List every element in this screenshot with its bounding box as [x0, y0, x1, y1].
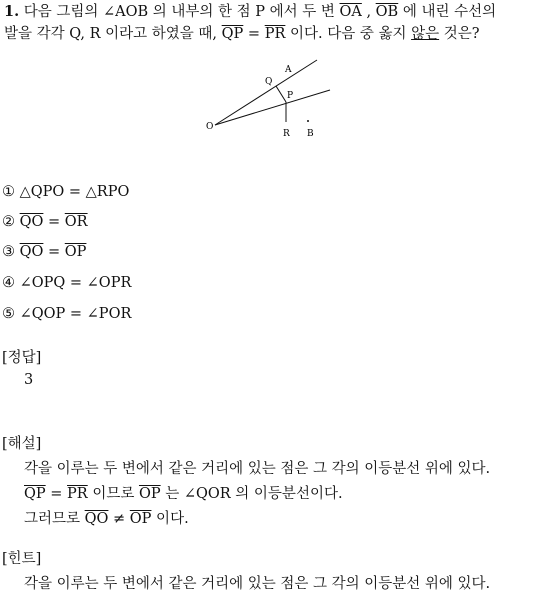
option-text: △QPO = △RPO	[19, 184, 130, 200]
option-mark: ④	[2, 275, 15, 291]
label-o: O	[206, 122, 214, 132]
explanation-label: [해설]	[2, 436, 42, 452]
segment-oa: $\overline{OA}$	[339, 4, 362, 20]
label-q: Q	[265, 77, 273, 87]
option-4[interactable]	[2, 275, 131, 291]
option-2[interactable]	[2, 214, 88, 230]
option-text: ∠OPQ = ∠OPR	[19, 275, 132, 291]
question-text-4: 것은?	[439, 26, 480, 42]
point-b-mark	[307, 120, 309, 122]
explanation-line-3	[24, 507, 189, 528]
answer-label: [정답]	[2, 350, 42, 366]
option-mark: ③	[2, 244, 15, 260]
segment-qp: $\overline{QP}$	[221, 26, 244, 42]
option-1[interactable]	[2, 184, 129, 200]
equals-sign: =	[43, 214, 65, 230]
not-equal-sign: ≠	[108, 511, 130, 527]
segment-qo: $\overline{QO}$	[84, 511, 109, 527]
explanation-text-end: 이다.	[151, 511, 189, 527]
label-a: A	[285, 65, 292, 75]
explanation-text-end: 는 ∠QOR 의 이등분선이다.	[160, 486, 343, 502]
segment-op: $\overline{OP}$	[64, 244, 87, 260]
hint-label: [힌트]	[2, 551, 42, 567]
ray-ob	[215, 90, 330, 125]
question-number: 1.	[4, 3, 20, 20]
segment-pr: $\overline{PR}$	[67, 486, 88, 502]
question-text-end: 에 내린 수선의	[398, 4, 497, 20]
segment-op: $\overline{OP}$	[138, 486, 161, 502]
segment-pr: $\overline{PR}$	[264, 26, 286, 42]
explanation-text: 이므로	[87, 486, 139, 502]
question-separator: ,	[361, 4, 376, 20]
label-b: B	[307, 129, 314, 139]
hint-line-1: 각을 이루는 두 변에서 같은 거리에 있는 점은 그 각의 이등분선 위에 있다.	[24, 576, 491, 592]
segment-ob: $\overline{OB}$	[375, 4, 399, 20]
explanation-text: 그러므로	[24, 511, 85, 527]
explanation-line-1: 각을 이루는 두 변에서 같은 거리에 있는 점은 그 각의 이등분선 위에 있다.	[24, 461, 491, 477]
label-p: P	[287, 91, 294, 101]
option-5[interactable]	[2, 306, 131, 322]
explanation-line-2	[24, 482, 343, 503]
option-mark: ①	[2, 184, 15, 200]
label-r: R	[283, 129, 290, 139]
equals-sign: =	[43, 244, 65, 260]
angle-figure	[195, 52, 345, 142]
segment-qp: $\overline{QP}$	[24, 486, 46, 502]
question-line-1	[4, 0, 496, 21]
option-3[interactable]	[2, 244, 86, 260]
segment-qo: $\overline{QO}$	[19, 214, 44, 230]
answer-value: 3	[24, 372, 34, 388]
equals-sign: =	[45, 486, 68, 502]
option-mark: ⑤	[2, 306, 15, 322]
option-text: ∠QOP = ∠POR	[19, 306, 132, 322]
ray-oa	[215, 60, 317, 125]
segment-qo: $\overline{QO}$	[19, 244, 44, 260]
underlined-word: 않은	[411, 26, 440, 42]
question-text-3: 이다. 다음 중 옳지	[285, 26, 412, 42]
segment-op: $\overline{OP}$	[129, 511, 152, 527]
question-line-2	[4, 22, 480, 43]
question-text: 다음 그림의 ∠AOB 의 내부의 한 점 P 에서 두 변	[23, 4, 340, 20]
segment-or: $\overline{OR}$	[64, 214, 88, 230]
perpendicular-pq	[276, 86, 286, 102]
option-mark: ②	[2, 214, 15, 230]
question-text-2: 발을 각각 Q, R 이라고 하였을 때,	[4, 26, 222, 42]
equals-sign: =	[243, 26, 265, 42]
